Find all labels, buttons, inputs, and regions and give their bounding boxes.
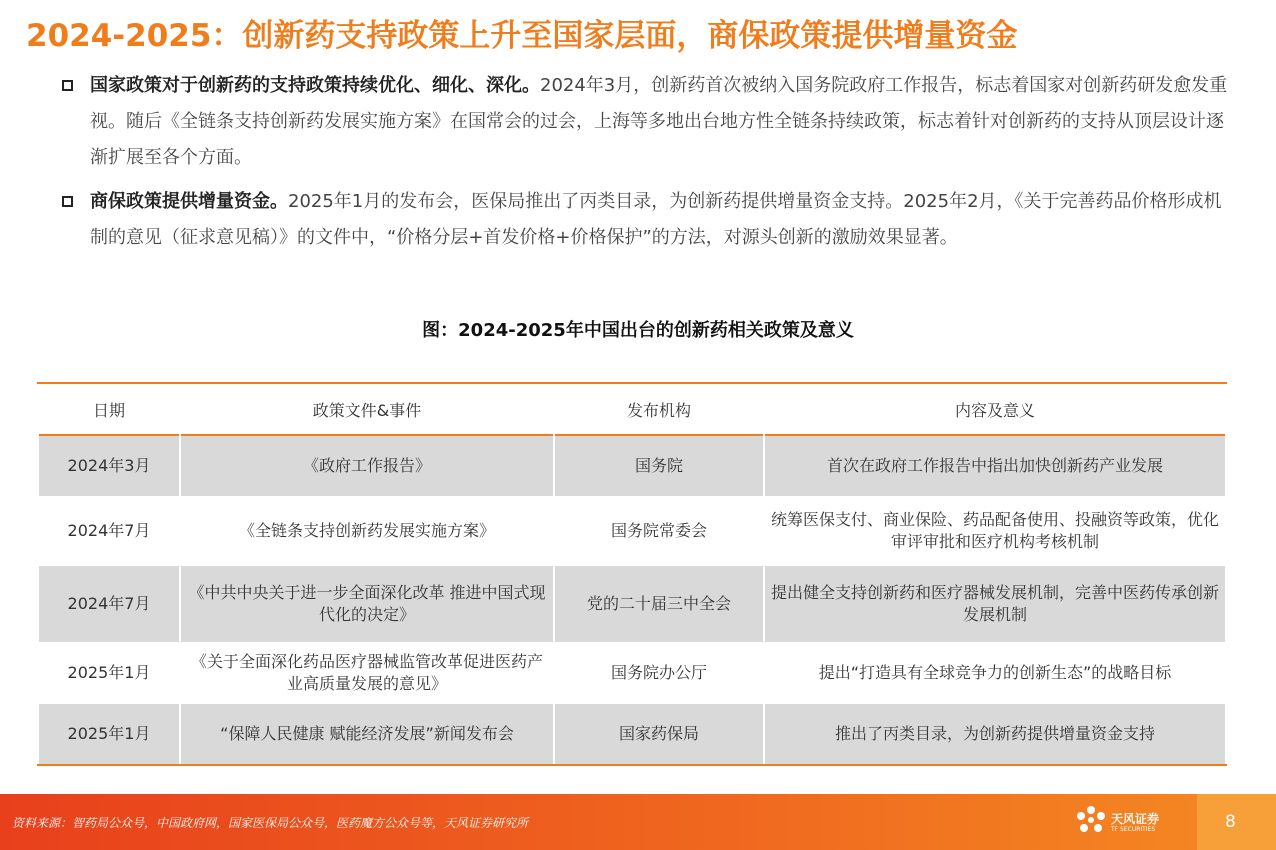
- bullet-lead: 国家政策对于创新药的支持政策持续优化、细化、深化。: [90, 75, 540, 96]
- cell-policy: 《中共中央关于进一步全面深化改革 推进中国式现代化的决定》: [181, 566, 553, 642]
- cell-policy: 《关于全面深化药品医疗器械监管改革促进医药产业高质量发展的意见》: [190, 652, 543, 693]
- flower-logo-icon: [1075, 804, 1107, 838]
- cell-significance: 推出了丙类目录，为创新药提供增量资金支持: [765, 704, 1225, 764]
- table-row: [39, 566, 1225, 642]
- cell-agency: 党的二十届三中全会: [555, 566, 763, 642]
- table-row: [39, 496, 1225, 566]
- cell-significance: 首次在政府工作报告中指出加快创新药产业发展: [765, 436, 1225, 496]
- cell-significance: 提出“打造具有全球竞争力的创新生态”的战略目标: [818, 663, 1172, 682]
- table-row: [39, 436, 1225, 496]
- table-row: [39, 704, 1225, 764]
- page-number-box: [1197, 794, 1276, 850]
- cell-date: 2024年7月: [67, 521, 151, 540]
- footer-bar: [0, 794, 1276, 850]
- bullet-item: [60, 68, 1230, 176]
- header-policy: 政策文件&事件: [181, 384, 553, 436]
- bullet-lead: 商保政策提供增量资金。: [90, 191, 288, 212]
- cell-agency: 国务院常委会: [610, 521, 707, 540]
- square-bullet-icon: [62, 196, 73, 207]
- figure-caption: 图：2024-2025年中国出台的创新药相关政策及意义: [422, 320, 854, 341]
- cell-agency: 国务院: [555, 436, 763, 496]
- source-note: 资料来源：智药局公众号，中国政府网，国家医保局公众号，医药魔方公众号等，天风证券研究所: [12, 816, 529, 830]
- bullet-text: 2024年3月，创新药首次被纳入国务院政府工作报告，标志着国家对创新药研发愈发重视。随后《全链条支持创新药发展实施方案》在国常会的过会，上海等多地出台地方性全链条持续政策，标志着针对创新药的支持从顶层设计逐渐扩展至各个方面。: [90, 75, 1228, 168]
- table-header-row: [39, 384, 1225, 436]
- bullet-text: 2025年1月的发布会，医保局推出了丙类目录，为创新药提供增量资金支持。2025年2月，《关于完善药品价格形成机制的意见（征求意见稿）》的文件中，“价格分层+首发价格+价格保护”的方法，对源头创新的激励效果显著。: [90, 191, 1222, 248]
- table-row: [39, 642, 1225, 704]
- page-number: 8: [1225, 812, 1236, 832]
- policy-table: [37, 382, 1227, 766]
- cell-date: 2024年3月: [39, 436, 179, 496]
- cell-agency: 国务院办公厅: [610, 663, 707, 682]
- cell-policy: 《全链条支持创新药发展实施方案》: [238, 521, 495, 540]
- cell-significance: 统筹医保支付、商业保险、药品配备使用、投融资等政策，优化审评审批和医疗机构考核机制: [770, 510, 1219, 551]
- cell-policy: “保障人民健康 赋能经济发展”新闻发布会: [181, 704, 553, 764]
- brand-logo: [1075, 804, 1175, 840]
- logo-text-cn: 天风证券: [1111, 812, 1160, 826]
- cell-date: 2025年1月: [67, 663, 151, 682]
- bullet-list: [60, 68, 1230, 264]
- header-date: 日期: [39, 384, 179, 436]
- cell-date: 2025年1月: [39, 704, 179, 764]
- cell-agency: 国家药保局: [555, 704, 763, 764]
- cell-date: 2024年7月: [39, 566, 179, 642]
- page-title: 2024-2025：创新药支持政策上升至国家层面，商保政策提供增量资金: [26, 18, 1018, 54]
- cell-policy: 《政府工作报告》: [181, 436, 553, 496]
- square-bullet-icon: [62, 80, 73, 91]
- logo-text-en: TF SECURITIES: [1111, 826, 1156, 833]
- bullet-item: [60, 184, 1230, 256]
- header-agency: 发布机构: [555, 384, 763, 436]
- header-significance: 内容及意义: [765, 384, 1225, 436]
- cell-significance: 提出健全支持创新药和医疗器械发展机制，完善中医药传承创新发展机制: [765, 566, 1225, 642]
